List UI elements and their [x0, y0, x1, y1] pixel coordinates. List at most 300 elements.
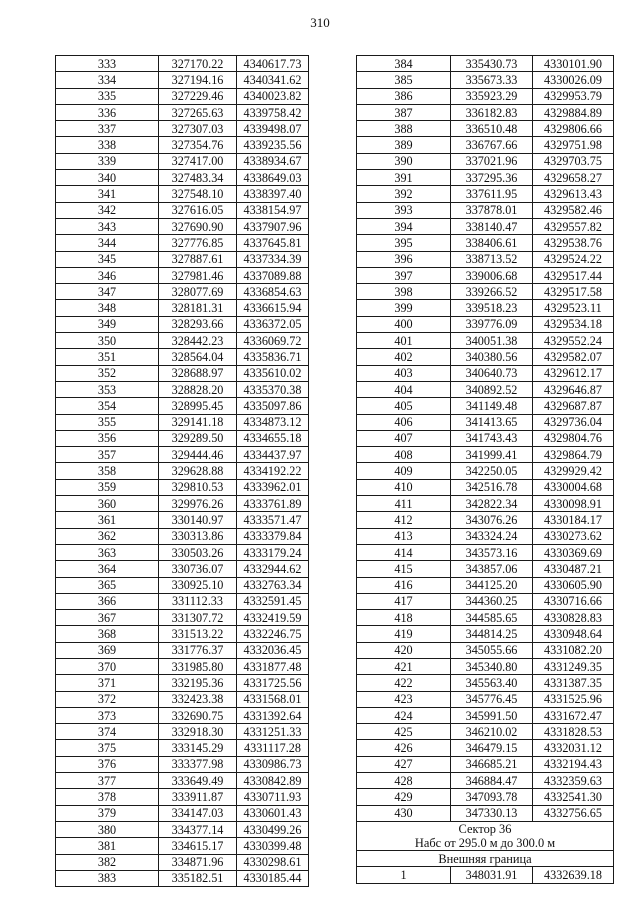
point-number-cell: 421	[357, 658, 451, 674]
boundary-label: Внешняя граница	[357, 850, 614, 866]
x-coordinate-cell: 336767.66	[451, 137, 533, 153]
table-row	[357, 72, 614, 88]
y-coordinate-cell: 4331828.53	[533, 724, 614, 740]
table-row	[357, 867, 614, 883]
y-coordinate-cell: 4329557.82	[533, 218, 614, 234]
y-coordinate-cell: 4330026.09	[533, 72, 614, 88]
y-coordinate-cell: 4329646.87	[533, 381, 614, 397]
table-row	[56, 267, 309, 283]
point-number-cell: 400	[357, 316, 451, 332]
y-coordinate-cell: 4329884.89	[533, 104, 614, 120]
x-coordinate-cell: 342822.34	[451, 496, 533, 512]
table-row	[56, 72, 309, 88]
y-coordinate-cell: 4332763.34	[237, 577, 309, 593]
table-row	[56, 300, 309, 316]
table-row	[357, 267, 614, 283]
x-coordinate-cell: 338713.52	[451, 251, 533, 267]
x-coordinate-cell: 328995.45	[159, 398, 237, 414]
sector-header	[357, 821, 614, 850]
point-number-cell: 402	[357, 349, 451, 365]
y-coordinate-cell: 4329751.98	[533, 137, 614, 153]
table-row	[56, 251, 309, 267]
y-coordinate-cell: 4330185.44	[237, 870, 309, 886]
x-coordinate-cell: 332195.36	[159, 675, 237, 691]
point-number-cell: 339	[56, 153, 159, 169]
y-coordinate-cell: 4334873.12	[237, 414, 309, 430]
y-coordinate-cell: 4335097.86	[237, 398, 309, 414]
y-coordinate-cell: 4336069.72	[237, 333, 309, 349]
y-coordinate-cell: 4338397.40	[237, 186, 309, 202]
y-coordinate-cell: 4332756.65	[533, 805, 614, 821]
point-number-cell: 377	[56, 773, 159, 789]
x-coordinate-cell: 340640.73	[451, 365, 533, 381]
point-number-cell: 371	[56, 675, 159, 691]
x-coordinate-cell: 345776.45	[451, 691, 533, 707]
point-number-cell: 354	[56, 398, 159, 414]
point-number-cell: 351	[56, 349, 159, 365]
x-coordinate-cell: 327616.05	[159, 202, 237, 218]
y-coordinate-cell: 4332591.45	[237, 593, 309, 609]
point-number-cell: 346	[56, 267, 159, 283]
y-coordinate-cell: 4330098.91	[533, 496, 614, 512]
point-number-cell: 409	[357, 463, 451, 479]
point-number-cell: 353	[56, 381, 159, 397]
table-row	[357, 251, 614, 267]
table-row	[56, 577, 309, 593]
x-coordinate-cell: 329141.18	[159, 414, 237, 430]
table-row	[357, 642, 614, 658]
x-coordinate-cell: 343857.06	[451, 561, 533, 577]
point-number-cell: 417	[357, 593, 451, 609]
point-number-cell: 403	[357, 365, 451, 381]
point-number-cell: 382	[56, 854, 159, 870]
x-coordinate-cell: 342250.05	[451, 463, 533, 479]
point-number-cell: 356	[56, 430, 159, 446]
table-row	[357, 561, 614, 577]
x-coordinate-cell: 333145.29	[159, 740, 237, 756]
y-coordinate-cell: 4339498.07	[237, 121, 309, 137]
point-number-cell: 340	[56, 170, 159, 186]
x-coordinate-cell: 345991.50	[451, 707, 533, 723]
table-row	[357, 300, 614, 316]
x-coordinate-cell: 334871.96	[159, 854, 237, 870]
table-row	[56, 170, 309, 186]
point-number-cell: 341	[56, 186, 159, 202]
table-row	[56, 56, 309, 72]
table-row	[56, 691, 309, 707]
y-coordinate-cell: 4330273.62	[533, 528, 614, 544]
point-number-cell: 391	[357, 170, 451, 186]
y-coordinate-cell: 4331251.33	[237, 724, 309, 740]
x-coordinate-cell: 341999.41	[451, 447, 533, 463]
y-coordinate-cell: 4329523.11	[533, 300, 614, 316]
table-row	[56, 854, 309, 870]
x-coordinate-cell: 327981.46	[159, 267, 237, 283]
table-row	[357, 202, 614, 218]
point-number-cell: 359	[56, 479, 159, 495]
x-coordinate-cell: 339266.52	[451, 284, 533, 300]
y-coordinate-cell: 4338154.97	[237, 202, 309, 218]
y-coordinate-cell: 4340023.82	[237, 88, 309, 104]
point-number-cell: 348	[56, 300, 159, 316]
y-coordinate-cell: 4332031.12	[533, 740, 614, 756]
point-number-cell: 352	[56, 365, 159, 381]
x-coordinate-cell: 337611.95	[451, 186, 533, 202]
point-number-cell: 412	[357, 512, 451, 528]
table-row	[56, 333, 309, 349]
x-coordinate-cell: 334147.03	[159, 805, 237, 821]
x-coordinate-cell: 328828.20	[159, 381, 237, 397]
table-row	[357, 724, 614, 740]
y-coordinate-cell: 4339758.42	[237, 104, 309, 120]
table-row	[56, 561, 309, 577]
sector-title: Сектор 36	[458, 821, 512, 836]
table-row	[357, 756, 614, 772]
x-coordinate-cell: 334377.14	[159, 821, 237, 837]
sector-header-row	[357, 821, 614, 850]
table-row	[357, 414, 614, 430]
x-coordinate-cell: 342516.78	[451, 479, 533, 495]
point-number-cell: 383	[56, 870, 159, 886]
table-row	[357, 528, 614, 544]
point-number-cell: 335	[56, 88, 159, 104]
table-row	[357, 658, 614, 674]
y-coordinate-cell: 4332541.30	[533, 789, 614, 805]
x-coordinate-cell: 331985.80	[159, 658, 237, 674]
table-row	[357, 593, 614, 609]
point-number-cell: 362	[56, 528, 159, 544]
x-coordinate-cell: 348031.91	[451, 867, 533, 883]
x-coordinate-cell: 329444.46	[159, 447, 237, 463]
point-number-cell: 364	[56, 561, 159, 577]
table-row	[56, 658, 309, 674]
x-coordinate-cell: 327776.85	[159, 235, 237, 251]
point-number-cell: 388	[357, 121, 451, 137]
x-coordinate-cell: 340892.52	[451, 381, 533, 397]
x-coordinate-cell: 332423.38	[159, 691, 237, 707]
point-number-cell: 422	[357, 675, 451, 691]
y-coordinate-cell: 4331387.35	[533, 675, 614, 691]
table-row	[357, 691, 614, 707]
y-coordinate-cell: 4330828.83	[533, 610, 614, 626]
x-coordinate-cell: 346884.47	[451, 773, 533, 789]
x-coordinate-cell: 338140.47	[451, 218, 533, 234]
y-coordinate-cell: 4329582.07	[533, 349, 614, 365]
x-coordinate-cell: 329976.26	[159, 496, 237, 512]
table-row	[357, 104, 614, 120]
y-coordinate-cell: 4334192.22	[237, 463, 309, 479]
point-number-cell: 425	[357, 724, 451, 740]
y-coordinate-cell: 4331117.28	[237, 740, 309, 756]
y-coordinate-cell: 4334655.18	[237, 430, 309, 446]
y-coordinate-cell: 4332194.43	[533, 756, 614, 772]
y-coordinate-cell: 4331877.48	[237, 658, 309, 674]
table-row	[357, 430, 614, 446]
point-number-cell: 398	[357, 284, 451, 300]
point-number-cell: 360	[56, 496, 159, 512]
y-coordinate-cell: 4332944.62	[237, 561, 309, 577]
table-row	[56, 707, 309, 723]
point-number-cell: 401	[357, 333, 451, 349]
point-number-cell: 393	[357, 202, 451, 218]
y-coordinate-cell: 4329806.66	[533, 121, 614, 137]
point-number-cell: 363	[56, 544, 159, 560]
table-row	[56, 789, 309, 805]
x-coordinate-cell: 327483.34	[159, 170, 237, 186]
point-number-cell: 378	[56, 789, 159, 805]
x-coordinate-cell: 343324.24	[451, 528, 533, 544]
point-number-cell: 361	[56, 512, 159, 528]
point-number-cell: 1	[357, 867, 451, 883]
x-coordinate-cell: 344125.20	[451, 577, 533, 593]
x-coordinate-cell: 333649.49	[159, 773, 237, 789]
y-coordinate-cell: 4329612.17	[533, 365, 614, 381]
point-number-cell: 423	[357, 691, 451, 707]
point-number-cell: 380	[56, 821, 159, 837]
y-coordinate-cell: 4330948.64	[533, 626, 614, 642]
x-coordinate-cell: 327690.90	[159, 218, 237, 234]
x-coordinate-cell: 329628.88	[159, 463, 237, 479]
point-number-cell: 414	[357, 544, 451, 560]
x-coordinate-cell: 337295.36	[451, 170, 533, 186]
x-coordinate-cell: 336510.48	[451, 121, 533, 137]
point-number-cell: 416	[357, 577, 451, 593]
table-row	[56, 88, 309, 104]
point-number-cell: 375	[56, 740, 159, 756]
point-number-cell: 342	[56, 202, 159, 218]
point-number-cell: 399	[357, 300, 451, 316]
y-coordinate-cell: 4338649.03	[237, 170, 309, 186]
table-row	[56, 121, 309, 137]
point-number-cell: 338	[56, 137, 159, 153]
point-number-cell: 418	[357, 610, 451, 626]
table-row	[357, 740, 614, 756]
point-number-cell: 430	[357, 805, 451, 821]
table-row	[357, 88, 614, 104]
x-coordinate-cell: 339776.09	[451, 316, 533, 332]
y-coordinate-cell: 4329953.79	[533, 88, 614, 104]
x-coordinate-cell: 328688.97	[159, 365, 237, 381]
y-coordinate-cell: 4331568.01	[237, 691, 309, 707]
table-row	[56, 610, 309, 626]
table-row	[357, 316, 614, 332]
table-row	[56, 447, 309, 463]
x-coordinate-cell: 339518.23	[451, 300, 533, 316]
table-row	[56, 284, 309, 300]
table-row	[357, 153, 614, 169]
y-coordinate-cell: 4335370.38	[237, 381, 309, 397]
y-coordinate-cell: 4330601.43	[237, 805, 309, 821]
table-row	[56, 675, 309, 691]
point-number-cell: 405	[357, 398, 451, 414]
coordinates-table-right	[356, 55, 614, 884]
table-row	[56, 773, 309, 789]
y-coordinate-cell: 4333761.89	[237, 496, 309, 512]
point-number-cell: 367	[56, 610, 159, 626]
point-number-cell: 426	[357, 740, 451, 756]
x-coordinate-cell: 327548.10	[159, 186, 237, 202]
table-row	[357, 284, 614, 300]
table-row	[56, 430, 309, 446]
y-coordinate-cell: 4331392.64	[237, 707, 309, 723]
point-number-cell: 376	[56, 756, 159, 772]
x-coordinate-cell: 335673.33	[451, 72, 533, 88]
y-coordinate-cell: 4329534.18	[533, 316, 614, 332]
table-row	[56, 838, 309, 854]
table-row	[56, 756, 309, 772]
point-number-cell: 347	[56, 284, 159, 300]
y-coordinate-cell: 4329658.27	[533, 170, 614, 186]
boundary-label-row	[357, 850, 614, 866]
y-coordinate-cell: 4330711.93	[237, 789, 309, 805]
y-coordinate-cell: 4329582.46	[533, 202, 614, 218]
table-row	[56, 316, 309, 332]
x-coordinate-cell: 328293.66	[159, 316, 237, 332]
x-coordinate-cell: 334615.17	[159, 838, 237, 854]
x-coordinate-cell: 341743.43	[451, 430, 533, 446]
point-number-cell: 337	[56, 121, 159, 137]
y-coordinate-cell: 4330399.48	[237, 838, 309, 854]
x-coordinate-cell: 343076.26	[451, 512, 533, 528]
table-row	[56, 544, 309, 560]
x-coordinate-cell: 347330.13	[451, 805, 533, 821]
table-row	[357, 626, 614, 642]
point-number-cell: 395	[357, 235, 451, 251]
x-coordinate-cell: 329810.53	[159, 479, 237, 495]
y-coordinate-cell: 4332036.45	[237, 642, 309, 658]
x-coordinate-cell: 344585.65	[451, 610, 533, 626]
table-row	[357, 218, 614, 234]
table-row	[56, 496, 309, 512]
y-coordinate-cell: 4331082.20	[533, 642, 614, 658]
x-coordinate-cell: 341149.48	[451, 398, 533, 414]
x-coordinate-cell: 329289.50	[159, 430, 237, 446]
table-row	[357, 121, 614, 137]
y-coordinate-cell: 4340341.62	[237, 72, 309, 88]
y-coordinate-cell: 4331525.96	[533, 691, 614, 707]
table-row	[357, 333, 614, 349]
point-number-cell: 397	[357, 267, 451, 283]
table-row	[357, 610, 614, 626]
table-row	[56, 235, 309, 251]
y-coordinate-cell: 4330986.73	[237, 756, 309, 772]
y-coordinate-cell: 4330842.89	[237, 773, 309, 789]
point-number-cell: 333	[56, 56, 159, 72]
y-coordinate-cell: 4332359.63	[533, 773, 614, 789]
x-coordinate-cell: 333377.98	[159, 756, 237, 772]
table-row	[56, 218, 309, 234]
x-coordinate-cell: 345340.80	[451, 658, 533, 674]
x-coordinate-cell: 327887.61	[159, 251, 237, 267]
point-number-cell: 390	[357, 153, 451, 169]
y-coordinate-cell: 4330369.69	[533, 544, 614, 560]
table-row	[56, 626, 309, 642]
table-row	[56, 512, 309, 528]
table-row	[56, 104, 309, 120]
point-number-cell: 334	[56, 72, 159, 88]
x-coordinate-cell: 338406.61	[451, 235, 533, 251]
y-coordinate-cell: 4333962.01	[237, 479, 309, 495]
y-coordinate-cell: 4329703.75	[533, 153, 614, 169]
y-coordinate-cell: 4331725.56	[237, 675, 309, 691]
point-number-cell: 387	[357, 104, 451, 120]
x-coordinate-cell: 337878.01	[451, 202, 533, 218]
y-coordinate-cell: 4329687.87	[533, 398, 614, 414]
y-coordinate-cell: 4330298.61	[237, 854, 309, 870]
table-row	[56, 365, 309, 381]
x-coordinate-cell: 328181.31	[159, 300, 237, 316]
point-number-cell: 407	[357, 430, 451, 446]
point-number-cell: 404	[357, 381, 451, 397]
page-number: 310	[310, 15, 330, 30]
y-coordinate-cell: 4336615.94	[237, 300, 309, 316]
x-coordinate-cell: 327170.22	[159, 56, 237, 72]
point-number-cell: 406	[357, 414, 451, 430]
y-coordinate-cell: 4333179.24	[237, 544, 309, 560]
y-coordinate-cell: 4330716.66	[533, 593, 614, 609]
y-coordinate-cell: 4338934.67	[237, 153, 309, 169]
point-number-cell: 420	[357, 642, 451, 658]
table-row	[357, 186, 614, 202]
table-row	[56, 381, 309, 397]
x-coordinate-cell: 335182.51	[159, 870, 237, 886]
point-number-cell: 392	[357, 186, 451, 202]
point-number-cell: 410	[357, 479, 451, 495]
table-row	[56, 805, 309, 821]
point-number-cell: 385	[357, 72, 451, 88]
y-coordinate-cell: 4337645.81	[237, 235, 309, 251]
point-number-cell: 358	[56, 463, 159, 479]
y-coordinate-cell: 4330499.26	[237, 821, 309, 837]
x-coordinate-cell: 328564.04	[159, 349, 237, 365]
y-coordinate-cell: 4339235.56	[237, 137, 309, 153]
table-row	[56, 642, 309, 658]
point-number-cell: 350	[56, 333, 159, 349]
table-row	[357, 398, 614, 414]
table-row	[56, 137, 309, 153]
table-row	[56, 414, 309, 430]
table-row	[357, 805, 614, 821]
x-coordinate-cell: 347093.78	[451, 789, 533, 805]
table-row	[56, 202, 309, 218]
y-coordinate-cell: 4329736.04	[533, 414, 614, 430]
y-coordinate-cell: 4331249.35	[533, 658, 614, 674]
y-coordinate-cell: 4336372.05	[237, 316, 309, 332]
table-row	[357, 544, 614, 560]
table-row	[56, 740, 309, 756]
x-coordinate-cell: 330140.97	[159, 512, 237, 528]
x-coordinate-cell: 346210.02	[451, 724, 533, 740]
x-coordinate-cell: 327354.76	[159, 137, 237, 153]
y-coordinate-cell: 4329524.22	[533, 251, 614, 267]
point-number-cell: 372	[56, 691, 159, 707]
x-coordinate-cell: 331112.33	[159, 593, 237, 609]
point-number-cell: 368	[56, 626, 159, 642]
y-coordinate-cell: 4329864.79	[533, 447, 614, 463]
y-coordinate-cell: 4330184.17	[533, 512, 614, 528]
x-coordinate-cell: 330736.07	[159, 561, 237, 577]
table-row	[357, 496, 614, 512]
table-row	[56, 821, 309, 837]
table-row	[357, 463, 614, 479]
x-coordinate-cell: 328442.23	[159, 333, 237, 349]
y-coordinate-cell: 4333571.47	[237, 512, 309, 528]
x-coordinate-cell: 340380.56	[451, 349, 533, 365]
y-coordinate-cell: 4329613.43	[533, 186, 614, 202]
y-coordinate-cell: 4340617.73	[237, 56, 309, 72]
table-row	[56, 479, 309, 495]
x-coordinate-cell: 331513.22	[159, 626, 237, 642]
